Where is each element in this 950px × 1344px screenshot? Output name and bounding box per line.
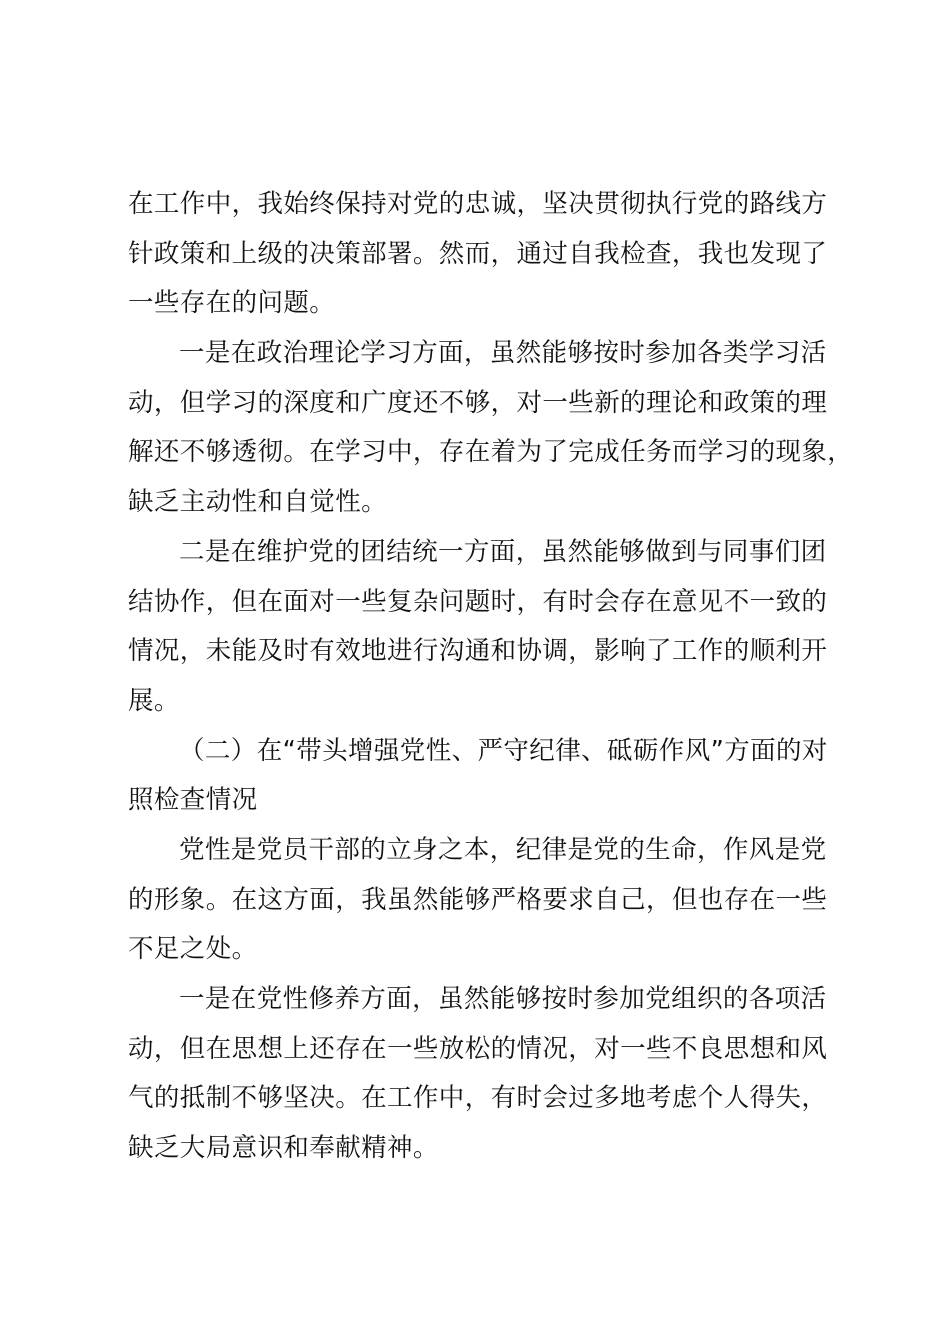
text-line: 在工作中，我始终保持对党的忠诚，坚决贯彻执行党的路线方 (128, 189, 828, 219)
text-line: 解还不够透彻。在学习中，存在着为了完成任务而学习的现象， (128, 437, 854, 468)
text-line: 不足之处。 (128, 934, 258, 965)
text-line: 二是在维护党的团结统一方面，虽然能够做到与同事们团 (179, 536, 827, 567)
text-line: 的形象。在这方面，我虽然能够严格要求自己，但也存在一些 (128, 884, 828, 915)
text-line: 党性是党员干部的立身之本，纪律是党的生命，作风是党 (179, 834, 827, 865)
text-line: 一些存在的问题。 (128, 288, 336, 319)
document-body (128, 180, 854, 1174)
text-line: 缺乏大局意识和奉献精神。 (128, 1133, 439, 1164)
text-line: 缺乏主动性和自觉性。 (128, 487, 388, 518)
section-heading: （二）在“带头增强党性、严守纪律、砥砺作风”方面的对 (179, 735, 828, 766)
section-heading: 照检查情况 (128, 785, 258, 816)
text-line: 结协作，但在面对一些复杂问题时，有时会存在意见不一致的 (128, 586, 828, 617)
text-line: 动，但学习的深度和广度还不够，对一些新的理论和政策的理 (128, 387, 828, 418)
text-line: 展。 (128, 685, 180, 716)
text-line: 气的抵制不够坚决。在工作中，有时会过多地考虑个人得失， (128, 1083, 828, 1114)
text-line: 针政策和上级的决策部署。然而，通过自我检查，我也发现了 (128, 238, 828, 269)
text-line: 一是在党性修养方面，虽然能够按时参加党组织的各项活 (179, 984, 827, 1014)
text-line: 动，但在思想上还存在一些放松的情况，对一些不良思想和风 (128, 1033, 828, 1064)
text-line: 情况，未能及时有效地进行沟通和协调，影响了工作的顺利开 (128, 636, 828, 667)
text-line: 一是在政治理论学习方面，虽然能够按时参加各类学习活 (179, 338, 827, 369)
